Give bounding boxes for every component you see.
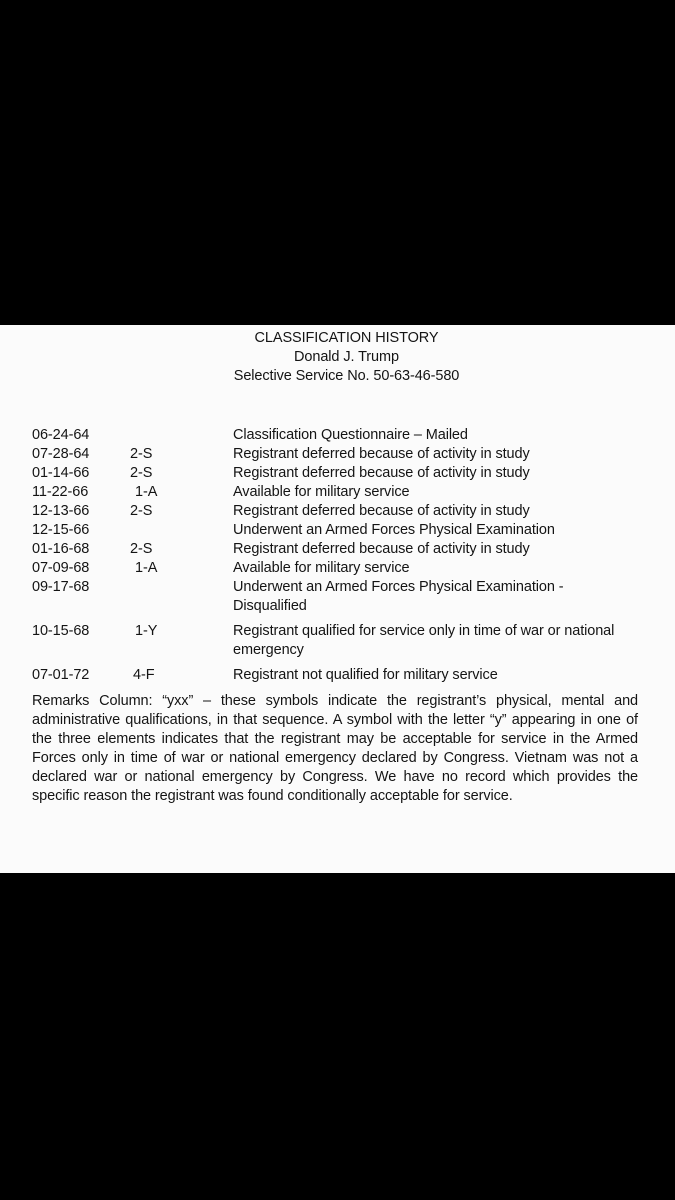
- table-row: [32, 578, 652, 616]
- table-row: [32, 521, 652, 540]
- entry-description: Underwent an Armed Forces Physical Examination - Disqualified: [233, 579, 564, 614]
- entry-class: 1-Y: [135, 623, 158, 639]
- entry-date: 07-28-64: [32, 446, 90, 462]
- table-row: [32, 426, 652, 445]
- entry-description: Available for military service: [233, 560, 410, 576]
- table-row: [32, 666, 652, 685]
- entry-date: 07-09-68: [32, 560, 90, 576]
- entry-description: Registrant deferred because of activity in study: [233, 446, 530, 462]
- table-row: [32, 622, 652, 660]
- remarks-paragraph: Remarks Column: “yxx” – these symbols indicate the registrant’s physical, mental and administrative qualifications, in that sequence. A symbol with the letter “y” appearing in one of the three elements indicates that the registrant may be acceptable for service in the Armed Forces only in time of war or national emergency declared by Congress. Vietnam was not a declared war or national emergency by Congress. We have no record which provides the specific reason the registrant was found conditionally acceptable for service.: [32, 693, 638, 804]
- entry-date: 12-13-66: [32, 503, 90, 519]
- entry-date: 06-24-64: [32, 427, 90, 443]
- entry-description: Registrant deferred because of activity in study: [233, 541, 530, 557]
- entry-date: 07-01-72: [32, 667, 90, 683]
- selective-service-number: Selective Service No. 50-63-46-580: [233, 368, 460, 384]
- entry-date: 01-14-66: [32, 465, 90, 481]
- entry-date: 10-15-68: [32, 623, 90, 639]
- entry-class: 4-F: [133, 667, 155, 683]
- entry-date: 01-16-68: [32, 541, 90, 557]
- entry-description: Registrant qualified for service only in time of war or national emergency: [233, 623, 615, 658]
- table-row: [32, 483, 652, 502]
- entry-description: Registrant deferred because of activity in study: [233, 503, 530, 519]
- entry-class: 1-A: [135, 484, 158, 500]
- entry-class: 2-S: [130, 503, 153, 519]
- table-row: [32, 464, 652, 483]
- table-row: [32, 559, 652, 578]
- document-header: [0, 329, 675, 386]
- entry-description: Registrant deferred because of activity in study: [233, 465, 530, 481]
- classification-table: [32, 426, 652, 685]
- registrant-name: Donald J. Trump: [294, 349, 399, 365]
- entry-date: 09-17-68: [32, 579, 90, 595]
- entry-date: 12-15-66: [32, 522, 90, 538]
- entry-description: Available for military service: [233, 484, 410, 500]
- entry-class: 2-S: [130, 465, 153, 481]
- document-page: [0, 325, 675, 873]
- entry-description: Classification Questionnaire – Mailed: [233, 427, 468, 443]
- entry-class: 1-A: [135, 560, 158, 576]
- entry-date: 11-22-66: [32, 484, 89, 500]
- entry-class: 2-S: [130, 446, 153, 462]
- document-title: CLASSIFICATION HISTORY: [254, 330, 439, 346]
- table-row: [32, 445, 652, 464]
- entry-description: Underwent an Armed Forces Physical Examination: [233, 522, 555, 538]
- table-row: [32, 540, 652, 559]
- table-row: [32, 502, 652, 521]
- entry-class: 2-S: [130, 541, 153, 557]
- entry-description: Registrant not qualified for military service: [233, 667, 498, 683]
